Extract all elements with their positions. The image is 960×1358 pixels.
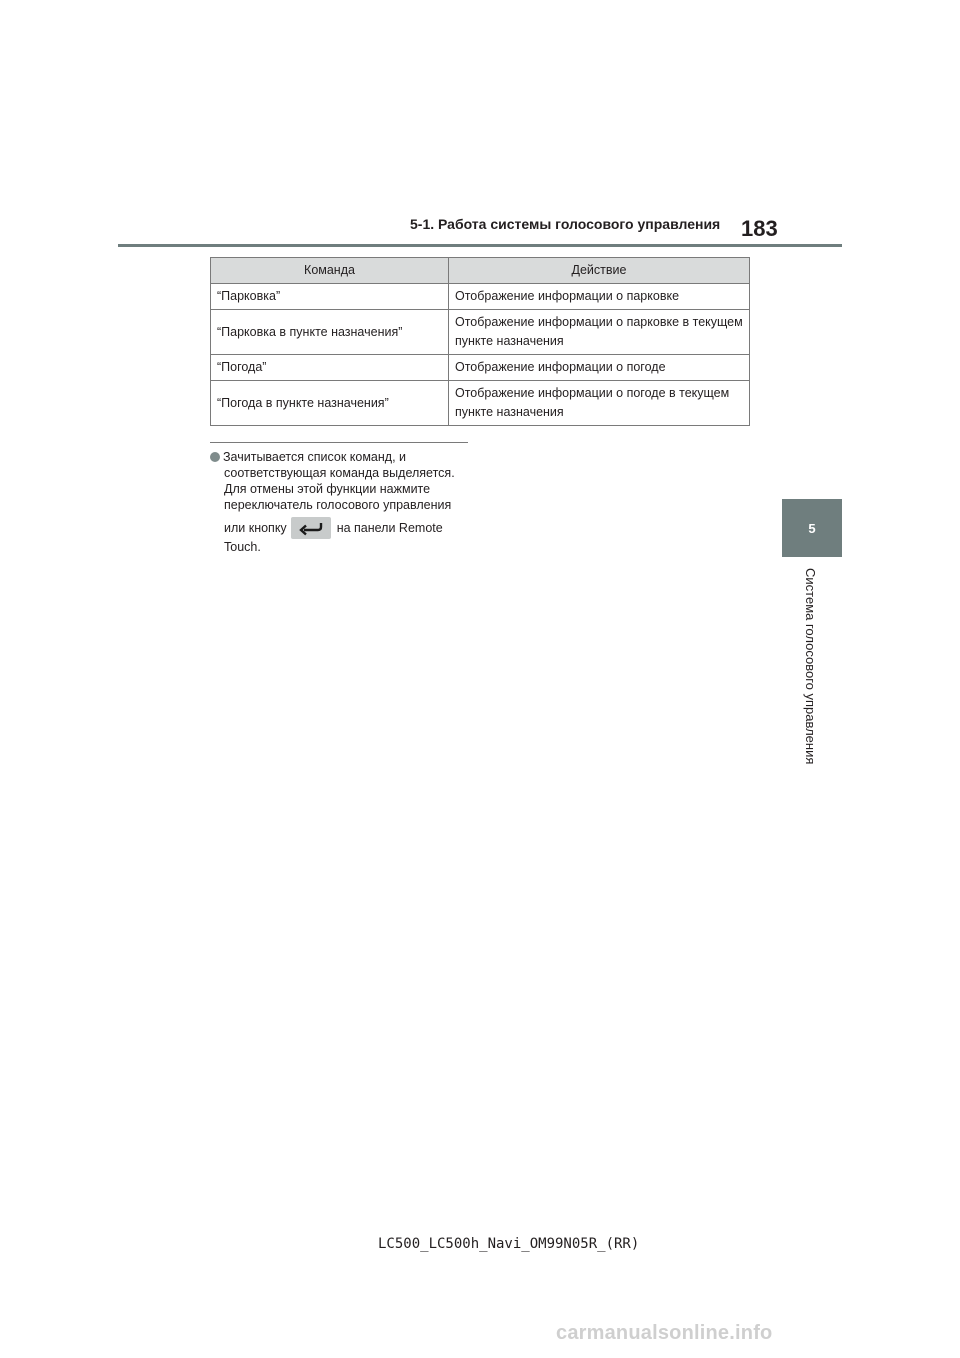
table-header-row [211, 258, 750, 284]
chapter-tab[interactable] [782, 499, 842, 557]
action-cell: Отображение информации о погоде в текущем пункте назначения [449, 381, 750, 426]
table-row [211, 310, 750, 355]
table-row [211, 355, 750, 381]
note-line [210, 517, 472, 539]
action-cell: Отображение информации о парковке в текущем пункте назначения [449, 310, 750, 355]
command-cell: “Погода в пункте назначения” [211, 381, 449, 426]
command-cell: “Погода” [211, 355, 449, 381]
note-block [210, 449, 472, 555]
command-cell: “Парковка в пункте назначения” [211, 310, 449, 355]
chapter-side-label: Система голосового управления [803, 568, 818, 765]
note-text: Зачитывается список команд, и [223, 450, 407, 464]
note-line: переключатель голосового управления [224, 498, 452, 512]
section-title: 5-1. Работа системы голосового управления [410, 216, 721, 232]
table-row [211, 381, 750, 426]
note-divider [210, 442, 468, 443]
action-cell: Отображение информации о погоде [449, 355, 750, 381]
command-cell: “Парковка” [211, 284, 449, 310]
header-divider [118, 244, 842, 247]
back-arrow-icon [291, 517, 331, 539]
column-header-action: Действие [449, 258, 750, 284]
note-line: Touch. [224, 540, 261, 554]
page-number: 183 [741, 216, 778, 241]
note-line: Для отмены этой функции нажмите [224, 482, 431, 496]
bullet-icon [210, 452, 220, 462]
table-row [211, 284, 750, 310]
note-text: или кнопку [224, 521, 287, 535]
chapter-number: 5 [808, 520, 816, 536]
note-line [210, 449, 472, 465]
note-text: на панели Remote [336, 521, 443, 535]
command-table [210, 257, 750, 426]
column-header-command: Команда [211, 258, 449, 284]
action-cell: Отображение информации о парковке [449, 284, 750, 310]
note-line: соответствующая команда выделяется. [224, 466, 455, 480]
footer-code: LC500_LC500h_Navi_OM99N05R_(RR) [378, 1236, 640, 1252]
watermark: carmanualsonline.info [556, 1322, 773, 1344]
